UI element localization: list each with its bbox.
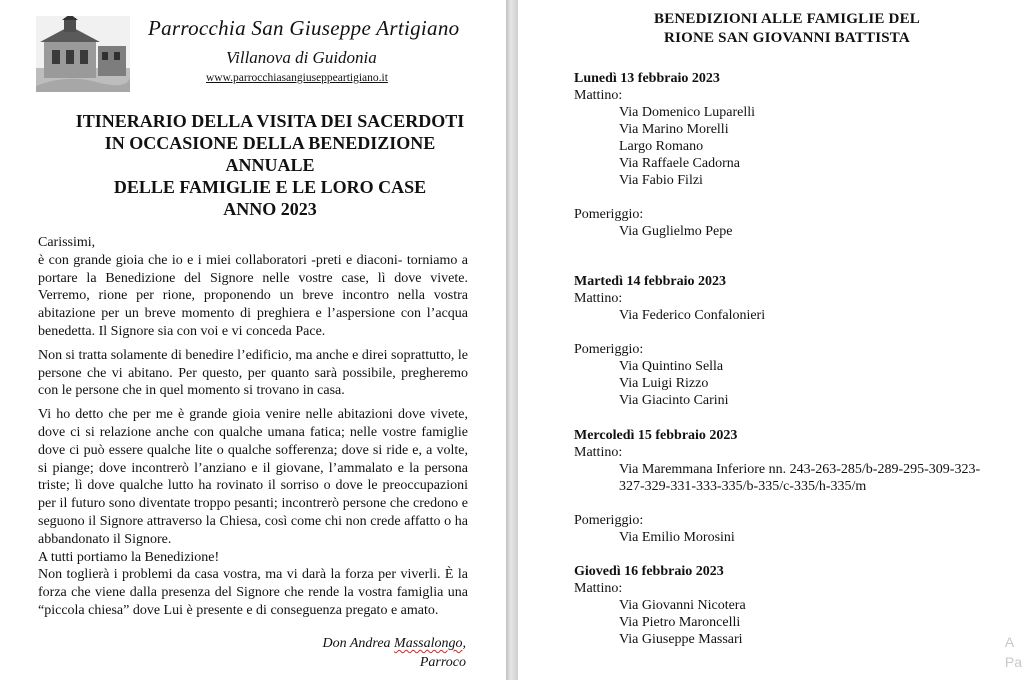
street-item: Via Giovanni Nicotera	[619, 598, 746, 613]
overlay-line: A	[1004, 634, 1015, 650]
schedule-title	[518, 10, 1024, 48]
right-page	[518, 0, 1024, 680]
page-gutter	[506, 0, 518, 680]
parish-name: Parrocchia San Giuseppe Artigiano	[148, 16, 460, 40]
slot-label: Pomeriggio:	[574, 513, 644, 528]
day-block	[574, 273, 1014, 409]
title-line: ANNO 2023	[223, 199, 317, 219]
street-item: Via Giacinto Carini	[619, 393, 729, 408]
signature-name	[322, 634, 466, 653]
day-date: Lunedì 13 febbraio 2023	[574, 71, 720, 86]
title-line: ITINERARIO DELLA VISITA DEI SACERDOTI	[75, 111, 465, 131]
street-item: Via Maremmana Inferiore nn. 243-263-285/b-289-295-309-323-327-329-331-333-335/b-335/c-335/h-335/m	[619, 462, 981, 494]
schedule-title-line: BENEDIZIONI ALLE FAMIGLIE DEL	[653, 11, 920, 27]
letter-paragraph: A tutti portiamo la Benedizione!	[38, 549, 220, 565]
street-item: Via Raffaele Cadorna	[619, 156, 740, 171]
street-item: Via Guglielmo Pepe	[619, 224, 733, 239]
signature-first-name: Don Andrea	[322, 636, 395, 651]
title-line: ANNUALE	[225, 155, 315, 175]
overlay-watermark-text	[1005, 632, 1022, 672]
street-item: Via Fabio Filzi	[619, 173, 703, 188]
street-item: Via Pietro Maroncelli	[619, 615, 741, 630]
slot-label: Mattino:	[574, 291, 623, 306]
slot-label: Pomeriggio:	[574, 207, 644, 222]
signature-role: Parroco	[419, 655, 466, 670]
letter-body	[38, 234, 468, 626]
document-title	[60, 110, 480, 220]
day-block	[574, 427, 1014, 546]
street-item: Via Marino Morelli	[619, 122, 729, 137]
letter-paragraph: Non toglierà i problemi da casa vostra, ma vi darà la forza per viverli. È la forza che viene dalla presenza del Signore che rende la vostra famiglia una “piccola chiesa” dove Lui è presente e di conseguenza pregato e amato.	[38, 567, 468, 618]
slot-label: Pomeriggio:	[574, 342, 644, 357]
parish-website-link[interactable]: www.parrocchiasangiuseppeartigiano.it	[206, 72, 388, 84]
day-block	[574, 563, 1014, 648]
left-page	[0, 0, 506, 680]
schedule-title-line: RIONE SAN GIOVANNI BATTISTA	[664, 30, 910, 46]
overlay-line: Pa	[1004, 654, 1022, 670]
letter-paragraph: Non si tratta solamente di benedire l’edificio, ma anche e direi soprattutto, le persone che vi abitano. Per questo, per quanto sarà possibile, pregheremo con le persone che in quel momento si trovano in casa.	[38, 347, 468, 399]
signature	[322, 634, 466, 672]
slot-label: Mattino:	[574, 88, 623, 103]
street-item: Via Giuseppe Massari	[619, 632, 743, 647]
street-item: Via Emilio Morosini	[619, 530, 735, 545]
title-line: DELLE FAMIGLIE E LE LORO CASE	[113, 177, 427, 197]
signature-last-name: Massalongo	[394, 636, 463, 651]
street-item: Largo Romano	[619, 139, 704, 154]
day-block	[574, 70, 1014, 240]
letter-paragraph: Vi ho detto che per me è grande gioia venire nelle abitazioni dove vivete, dove ci si relazione anche con qualche umana fatica; nelle vostre famiglie dove ci può essere qualche lite o qualche sofferenza; dove si ride e, a volte, si piange; dove incontrerò l’anziano e il giovane, l’ammalato e la persona triste; lì dove qualche lutto ha rovinato il sorriso o dove le preoccupazioni per il futuro sono diventate troppo pesanti; incontrerò persone che credono e seguono il Signore attraverso la Chiesa, così come chi non crede affatto o ha abbandonato il Signore.	[38, 407, 468, 547]
day-date: Martedì 14 febbraio 2023	[574, 274, 727, 289]
street-item: Via Domenico Luparelli	[619, 105, 756, 120]
street-item: Via Federico Confalonieri	[619, 308, 766, 323]
slot-label: Mattino:	[574, 445, 623, 460]
street-item: Via Quintino Sella	[619, 359, 724, 374]
day-date: Mercoledì 15 febbraio 2023	[574, 428, 738, 443]
street-item: Via Luigi Rizzo	[619, 376, 709, 391]
day-date: Giovedì 16 febbraio 2023	[574, 564, 724, 579]
title-line: IN OCCASIONE DELLA BENEDIZIONE	[104, 133, 436, 153]
church-photo	[36, 16, 130, 92]
parish-place: Villanova di Guidonia	[226, 48, 377, 67]
letter-greeting: Carissimi,	[38, 235, 96, 250]
signature-punct: ,	[462, 636, 466, 651]
letter-paragraph: è con grande gioia che io e i miei collaboratori -preti e diaconi- torniamo a portare la Benedizione del Signore nelle vostre case, lì dove vivete. Verremo, rione per rione, proponendo un breve incontro nella vostra abitazione per un breve momento di preghiera e l’aspersione con l’acqua benedetta. Il Signore sia con voi e vi conceda Pace.	[38, 252, 468, 339]
slot-label: Mattino:	[574, 581, 623, 596]
